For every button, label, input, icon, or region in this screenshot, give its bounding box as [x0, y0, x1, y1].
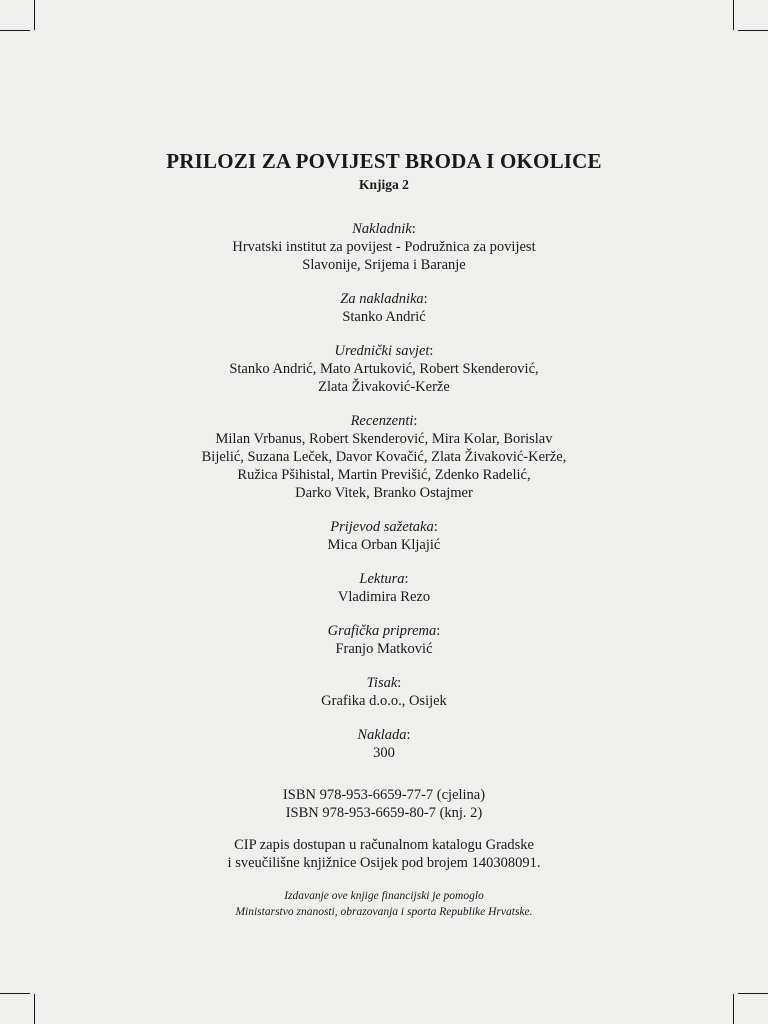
cip-section: [0, 836, 768, 872]
credit-label: Prijevod sažetaka: [330, 519, 434, 535]
credit-label: Za nakladnika: [340, 291, 424, 307]
crop-mark: [738, 993, 768, 994]
funding-note: [0, 888, 768, 920]
credit-heading: Lektura:: [359, 571, 409, 587]
credit-heading: Naklada:: [357, 727, 411, 743]
funding-line: Izdavanje ove knjige financijski je pomoglo: [284, 890, 484, 902]
credit-label: Nakladnik: [352, 221, 412, 237]
credit-label: Grafička priprema: [327, 623, 437, 639]
credit-block: [0, 220, 768, 274]
credit-value: 300: [373, 745, 395, 761]
credit-value: Hrvatski institut za povijest - Podružnica za povijest: [232, 239, 536, 255]
credit-block: [0, 518, 768, 554]
credit-block: [0, 412, 768, 502]
credit-heading: Tisak:: [366, 675, 402, 691]
isbn-line: ISBN 978-953-6659-77-7 (cjelina): [282, 787, 486, 803]
crop-mark: [34, 994, 35, 1024]
crop-mark: [738, 30, 768, 31]
credit-value: Grafika d.o.o., Osijek: [321, 693, 447, 709]
credit-label: Urednički savjet: [334, 343, 430, 359]
crop-mark: [733, 994, 734, 1024]
volume-label: Knjiga 2: [359, 177, 409, 192]
credit-value: Slavonije, Srijema i Baranje: [302, 257, 466, 273]
funding-line: Ministarstvo znanosti, obrazovanja i sporta Republike Hrvatske.: [235, 906, 533, 918]
credit-block: [0, 674, 768, 710]
credit-value: Franjo Matković: [335, 641, 433, 657]
credit-block: [0, 290, 768, 326]
credit-heading: Prijevod sažetaka:: [330, 519, 438, 535]
isbn-section: [0, 786, 768, 822]
credit-block: [0, 342, 768, 396]
credits-section: [0, 220, 768, 762]
cip-line: CIP zapis dostupan u računalnom katalogu Gradske: [234, 837, 534, 853]
credit-heading: Za nakladnika:: [340, 291, 428, 307]
cip-line: i sveučilišne knjižnice Osijek pod brojem 140308091.: [227, 855, 541, 871]
crop-mark: [733, 0, 734, 30]
credit-value: Zlata Živaković-Kerže: [318, 379, 450, 395]
credit-heading: Grafička priprema:: [327, 623, 441, 639]
credit-label: Recenzenti: [350, 413, 414, 429]
credit-value: Vladimira Rezo: [337, 589, 431, 605]
credit-label: Tisak: [366, 675, 398, 691]
credit-heading: Nakladnik:: [352, 221, 416, 237]
credit-value: Stanko Andrić: [342, 309, 426, 325]
credit-block: [0, 726, 768, 762]
imprint-page: [0, 148, 768, 920]
crop-mark: [0, 30, 30, 31]
credit-value: Bijelić, Suzana Leček, Davor Kovačić, Zlata Živaković-Kerže,: [201, 449, 567, 465]
crop-mark: [0, 993, 30, 994]
credit-heading: Recenzenti:: [350, 413, 418, 429]
credit-value: Milan Vrbanus, Robert Skenderović, Mira Kolar, Borislav: [215, 431, 553, 447]
credit-value: Stanko Andrić, Mato Artuković, Robert Skenderović,: [229, 361, 539, 377]
credit-block: [0, 622, 768, 658]
credit-value: Mica Orban Kljajić: [327, 537, 441, 553]
credit-label: Naklada: [357, 727, 407, 743]
crop-mark: [34, 0, 35, 30]
credit-heading: Urednički savjet:: [334, 343, 434, 359]
book-title: PRILOZI ZA POVIJEST BRODA I OKOLICE: [166, 149, 602, 173]
credit-label: Lektura: [359, 571, 405, 587]
credit-value: Ružica Pšihistal, Martin Previšić, Zdenko Radelić,: [237, 467, 531, 483]
isbn-line: ISBN 978-953-6659-80-7 (knj. 2): [285, 805, 483, 821]
credit-block: [0, 570, 768, 606]
credit-value: Darko Vitek, Branko Ostajmer: [295, 485, 473, 501]
